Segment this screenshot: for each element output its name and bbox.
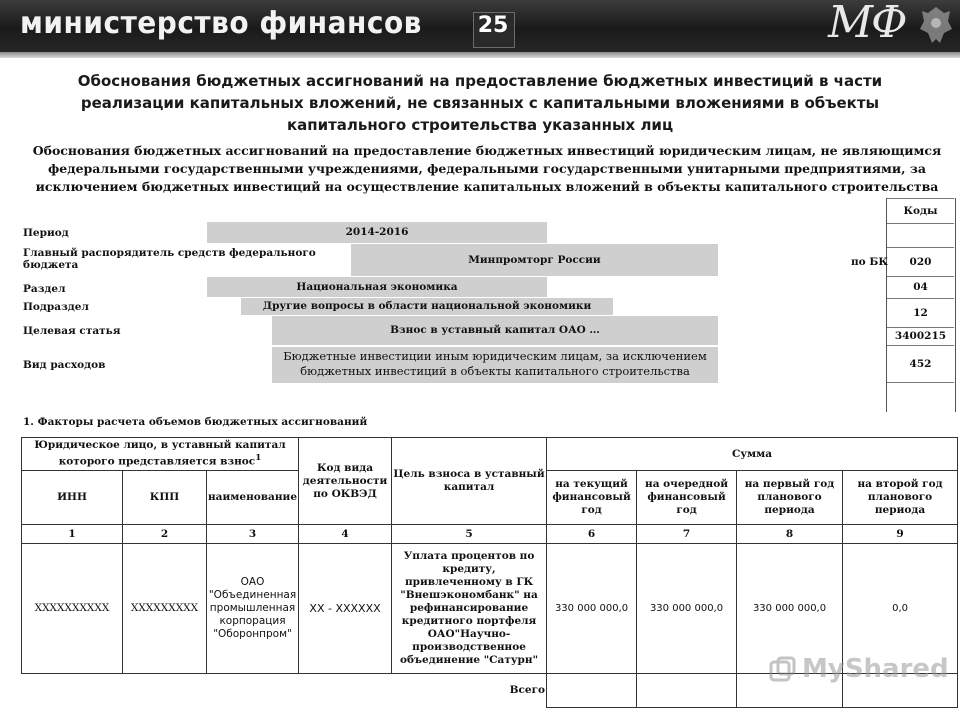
celevaya-label: Целевая статья — [23, 325, 121, 337]
header-divider — [0, 52, 960, 58]
period-label: Период — [23, 227, 69, 239]
col-number: 8 — [737, 525, 843, 544]
col-number: 1 — [22, 525, 123, 544]
razdel-label: Раздел — [23, 283, 66, 295]
cell-kpp: XXXXXXXXX — [123, 544, 207, 674]
watermark: MyShared — [802, 654, 949, 684]
header-next-year: на очередной финансовый год — [637, 471, 737, 525]
watermark-icon — [768, 656, 798, 686]
header-legal-entity: Юридическое лицо, в уставный капитал которого представляется взнос$^1$ — [22, 438, 299, 471]
header-inn: ИНН — [22, 471, 123, 525]
cell-current-year: 330 000 000,0 — [547, 544, 637, 674]
codes-empty — [887, 223, 954, 248]
slide-title: Обоснования бюджетных ассигнований на предоставление бюджетных инвестиций в части реализации капитальных вложений, не связанных с капитальными вложениями в объекты капитального строительства указанных лиц — [77, 72, 883, 134]
col-number: 7 — [637, 525, 737, 544]
code-celevaya: 3400215 — [887, 328, 954, 346]
podrazdel-label: Подраздел — [23, 301, 89, 313]
cell-plan-year-2: 0,0 — [843, 544, 958, 674]
col-number: 4 — [299, 525, 392, 544]
col-number: 3 — [207, 525, 299, 544]
total-label: Всего — [22, 674, 547, 708]
page-number: 25 — [477, 13, 509, 38]
header-goal: Цель взноса в уставный капитал — [392, 438, 547, 525]
code-podrazdel: 12 — [887, 299, 954, 328]
razdel-value: Национальная экономика — [207, 277, 547, 297]
ministry-name: министерство финансов — [20, 5, 422, 41]
po-bk-label: по БК — [851, 256, 888, 268]
cell-plan-year-1: 330 000 000,0 — [737, 544, 843, 674]
header-okved: Код вида деятельности по ОКВЭД — [299, 438, 392, 525]
total-current-year — [547, 674, 637, 708]
header-current-year: на текущий финансовый год — [547, 471, 637, 525]
gr-label: Главный распорядитель средств федерального бюджета — [23, 247, 316, 271]
col-number: 5 — [392, 525, 547, 544]
gr-value: Минпромторг России — [351, 244, 718, 276]
section-heading: 1. Факторы расчета объемов бюджетных ассигнований — [23, 416, 368, 428]
header-plan-year-2: на второй год планового периода — [843, 471, 958, 525]
vid-label: Вид расходов — [23, 359, 106, 371]
code-razdel: 04 — [887, 277, 954, 299]
minfin-logo: МФ — [828, 0, 906, 48]
form-title: Обоснования бюджетных ассигнований на предоставление бюджетных инвестиций юридическим лицам, не являющимся федеральными государственными учреждениями, федеральными государственными унитарными предприятиями, за исключением бюджетных инвестиций на осуществление капитальных вложений в объекты капитального строительства — [32, 143, 942, 194]
period-value: 2014-2016 — [207, 222, 547, 243]
col-number: 6 — [547, 525, 637, 544]
header-kpp: КПП — [123, 471, 207, 525]
coat-of-arms-icon — [916, 3, 956, 47]
header-plan-year-1: на первый год планового периода — [737, 471, 843, 525]
total-next-year — [637, 674, 737, 708]
celevaya-value: Взнос в уставный капитал ОАО … — [272, 316, 718, 345]
cell-name: ОАО "Объединенная промышленная корпорация "Оборонпром" — [207, 544, 299, 674]
cell-next-year: 330 000 000,0 — [637, 544, 737, 674]
code-vid: 452 — [887, 346, 954, 383]
header-sum: Сумма — [547, 438, 958, 471]
col-number: 2 — [123, 525, 207, 544]
col-number: 9 — [843, 525, 958, 544]
cell-okved: XX - XXXXXX — [299, 544, 392, 674]
cell-inn: XXXXXXXXXX — [22, 544, 123, 674]
code-gr: 020 — [887, 248, 954, 277]
cell-goal: Уплата процентов по кредиту, привлеченному в ГК "Внешэкономбанк" на рефинансирование кредитного портфеля ОАО"Научно-производственное объединение "Сатурн" — [392, 544, 547, 674]
codes-header: Коды — [887, 198, 954, 224]
podrazdel-value: Другие вопросы в области национальной экономики — [241, 298, 613, 315]
vid-value: Бюджетные инвестиции иным юридическим лицам, за исключением бюджетных инвестиций в объекты капитального строительства — [272, 347, 718, 383]
header-name: наименование — [207, 471, 299, 525]
